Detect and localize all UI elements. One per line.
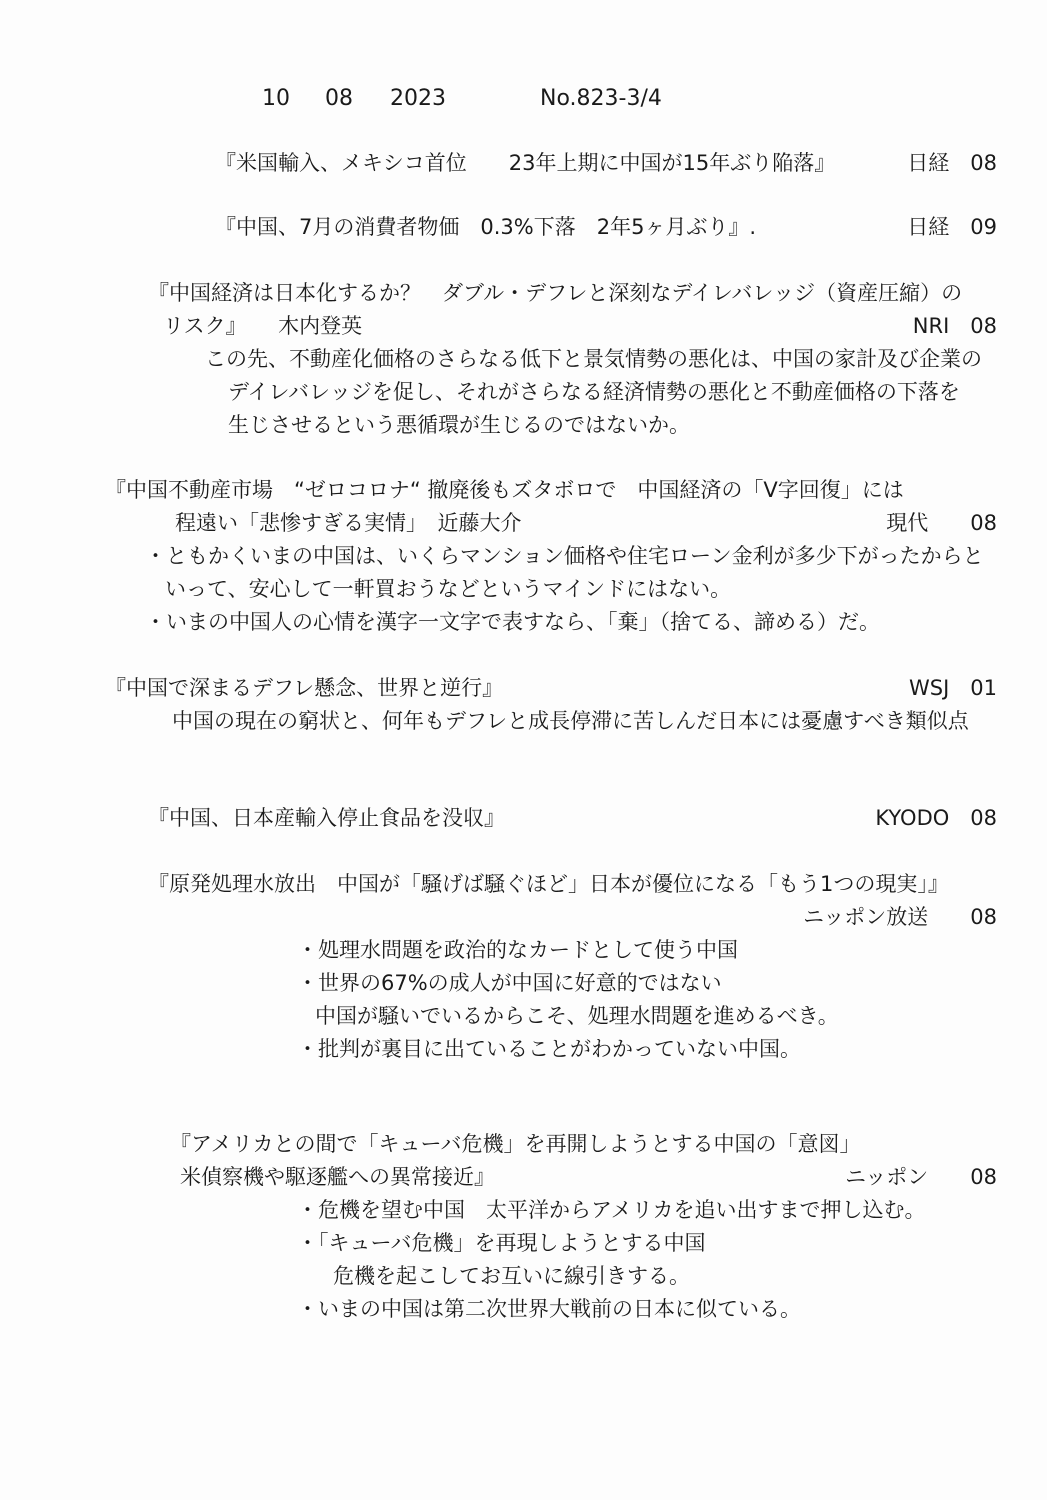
header-day: 10 (262, 86, 290, 111)
article-title: 『原発処理水放出 中国が「騒げば騒ぐほど」日本が優位になる「もう1つの現実」』 (148, 872, 949, 896)
article-title-continued: リスク』 木内登英 (163, 314, 363, 338)
article-body-line: ・批判が裏目に出ていることがわかっていない中国。 (297, 1037, 801, 1061)
article-title: 『中国経済は日本化するか？ ダブル・デフレと深刻なデイレバレッジ（資産圧縮）の (148, 281, 963, 305)
article-title: 『中国、7月の消費者物価 0.3%下落 2年5ヶ月ぶり』. (215, 215, 757, 239)
article-body-line: 生じさせるという悪循環が生じるのではないか。 (228, 413, 690, 437)
header-number: No.823-3/4 (540, 86, 662, 111)
article-body-line: ・いまの中国は第二次世界大戦前の日本に似ている。 (297, 1297, 801, 1321)
article-title: 『米国輸入、メキシコ首位 23年上期に中国が15年ぶり陥落』 (215, 151, 836, 175)
article-body-line: ・危機を望む中国 太平洋からアメリカを追い出すまで押し込む。 (297, 1198, 926, 1222)
article-source: ニッポン放送 08 (803, 905, 997, 929)
article-source: NRI 08 (912, 314, 997, 338)
header-month: 08 (325, 86, 353, 111)
article-body-line: デイレバレッジを促し、それがさらなる経済情勢の悪化と不動産価格の下落を (228, 380, 960, 404)
article-title-continued: 程遠い「悲惨すぎる実情」 近藤大介 (175, 511, 522, 535)
article-body-line: この先、不動産化価格のさらなる低下と景気情勢の悪化は、中国の家計及び企業の (205, 347, 982, 371)
article-source: KYODO 08 (875, 806, 997, 830)
article-title: 『中国で深まるデフレ懸念、世界と逆行』 (105, 676, 504, 700)
article-body-line: ・世界の67%の成人が中国に好意的ではない (297, 971, 722, 995)
article-body-line: 中国の現在の窮状と、何年もデフレと成長停滞に苦しんだ日本には憂慮すべき類似点 (172, 709, 969, 733)
article-body-line: ・ともかくいまの中国は、いくらマンション価格や住宅ローン金利が多少下がったからと (145, 544, 984, 568)
article-body-line: いって、安心して一軒買おうなどというマインドにはない。 (165, 577, 732, 601)
article-body-line: ・処理水問題を政治的なカードとして使う中国 (297, 938, 738, 962)
article-source: WSJ 01 (908, 676, 997, 700)
article-body-line: ・いまの中国人の心情を漢字一文字で表すなら、「棄」（捨てる、諦める）だ。 (145, 610, 880, 634)
article-title: 『中国不動産市場 “ゼロコロナ“ 撤廃後もズタボロで 中国経済の「V字回復」には (105, 478, 904, 502)
article-source: 日経 08 (907, 151, 997, 175)
article-source: 日経 09 (907, 215, 997, 239)
header-year: 2023 (390, 86, 446, 111)
article-title-continued: 米偵察機や駆逐艦への異常接近』 (180, 1165, 495, 1189)
article-body-line: 危機を起こしてお互いに線引きする。 (333, 1264, 690, 1288)
article-source: 現代 08 (886, 511, 997, 535)
article-body-line: 中国が騒いでいるからこそ、処理水問題を進めるべき。 (315, 1004, 839, 1028)
article-title: 『アメリカとの間で「キューバ危機」を再開しようとする中国の「意図」 (170, 1132, 861, 1156)
article-body-line: ・「キューバ危機」を再現しようとする中国 (297, 1231, 706, 1255)
article-title: 『中国、日本産輸入停止食品を没収』 (148, 806, 505, 830)
article-source: ニッポン 08 (845, 1165, 997, 1189)
